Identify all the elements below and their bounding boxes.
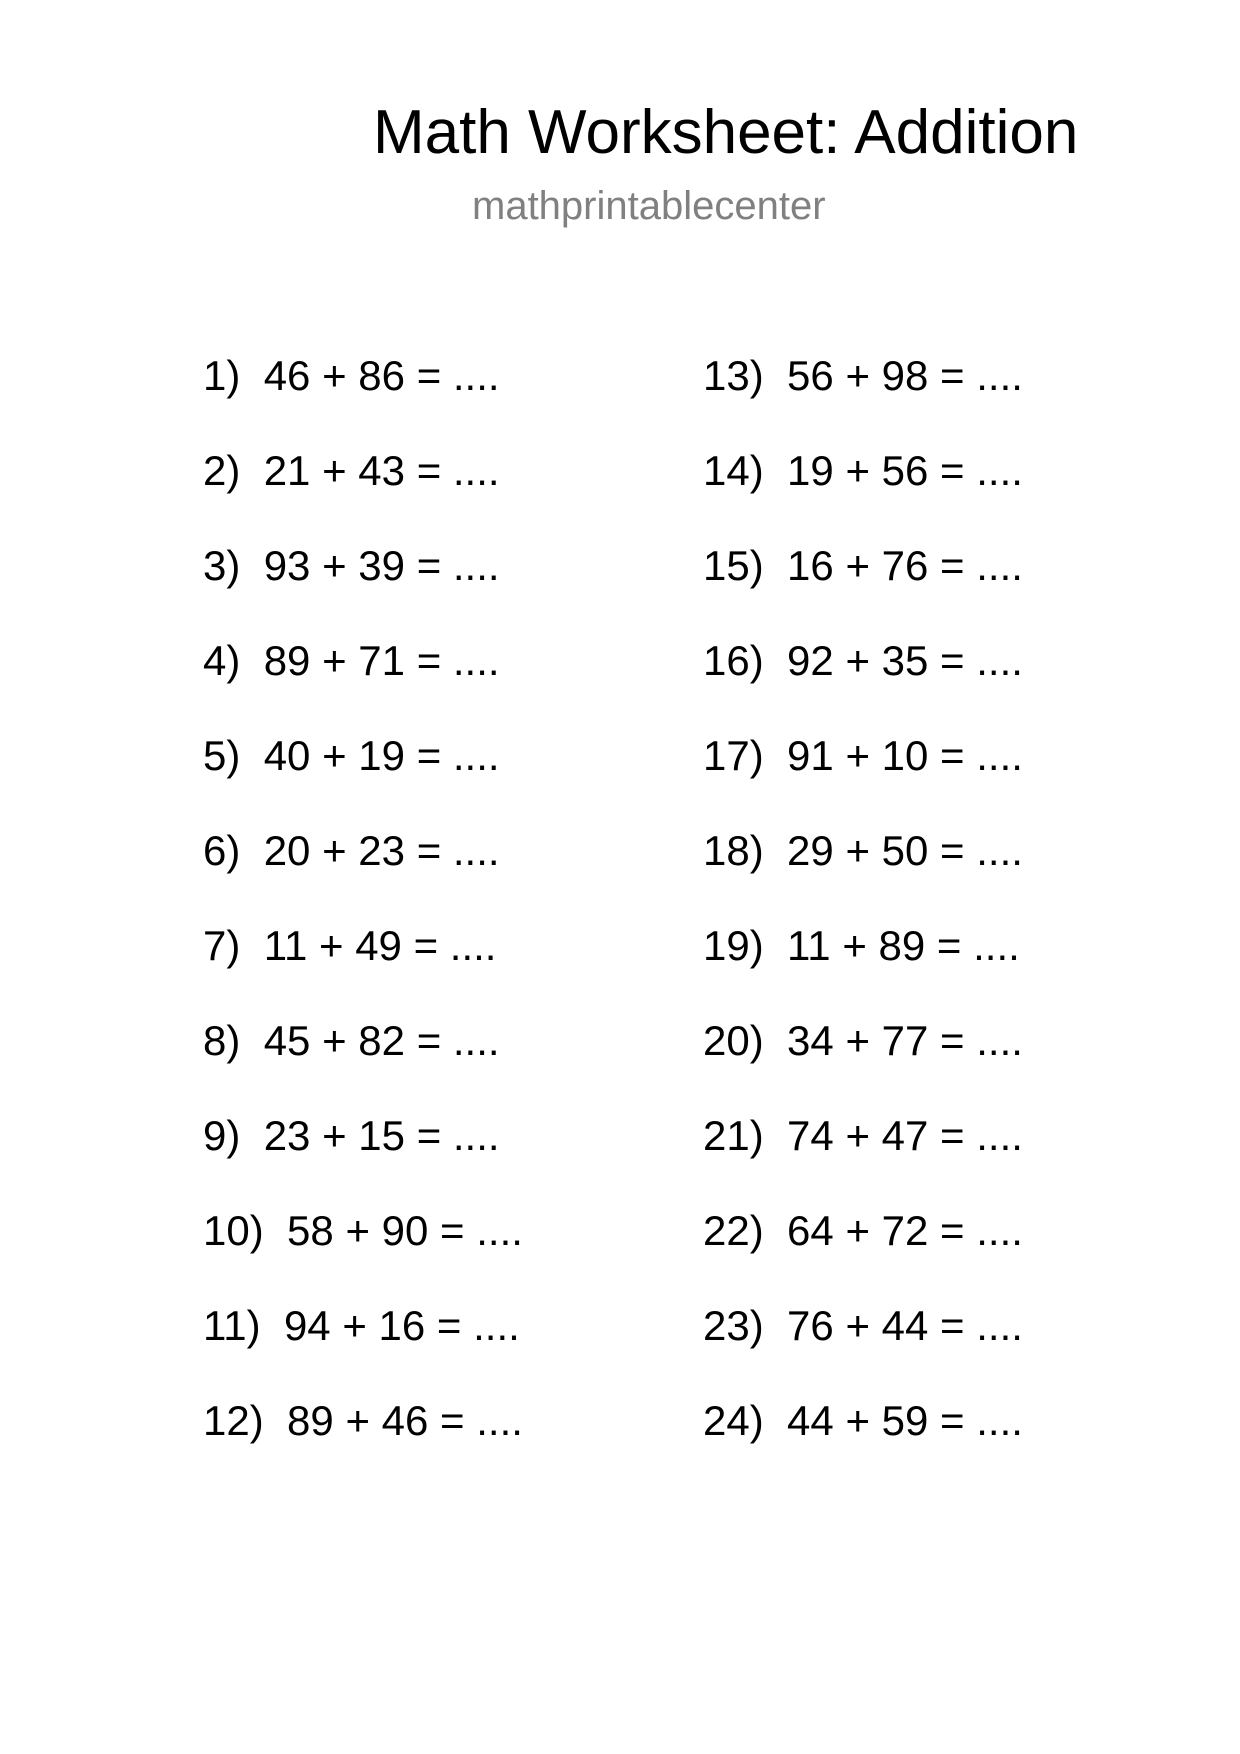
addend-a: 64: [787, 1207, 834, 1254]
worksheet-title: Math Worksheet: Addition: [373, 98, 1079, 167]
operator: +: [318, 922, 344, 969]
addend-a: 91: [787, 732, 834, 779]
answer-blank: ....: [476, 1207, 523, 1254]
equals-sign: =: [416, 637, 442, 684]
problem-item: [203, 613, 523, 708]
equals-sign: =: [940, 1302, 965, 1349]
addend-a: 46: [263, 352, 311, 399]
addend-b: 71: [358, 637, 406, 684]
addend-a: 19: [787, 447, 834, 494]
problem-item: [203, 708, 523, 803]
answer-blank: ....: [452, 352, 500, 399]
answer-blank: ....: [976, 1017, 1023, 1064]
addend-a: 92: [787, 637, 834, 684]
addend-b: 19: [358, 732, 406, 779]
equals-sign: =: [940, 1112, 965, 1159]
problem-item: [703, 328, 1023, 423]
problem-item: [703, 803, 1023, 898]
equals-sign: =: [416, 352, 442, 399]
addend-b: 39: [358, 542, 406, 589]
equals-sign: =: [440, 1397, 465, 1444]
equals-sign: =: [940, 637, 965, 684]
addend-b: 23: [358, 827, 406, 874]
problem-item: [703, 708, 1023, 803]
equals-sign: =: [416, 1112, 442, 1159]
equals-sign: =: [940, 1397, 965, 1444]
answer-blank: ....: [976, 1302, 1023, 1349]
operator: +: [845, 637, 870, 684]
problem-item: [703, 898, 1023, 993]
problem-item: [203, 518, 523, 613]
equals-sign: =: [940, 447, 965, 494]
problem-item: [203, 803, 523, 898]
problem-item: [203, 1183, 523, 1278]
equals-sign: =: [416, 827, 442, 874]
addend-a: 93: [263, 542, 311, 589]
addend-b: 86: [358, 352, 406, 399]
equals-sign: =: [940, 732, 965, 779]
operator: +: [842, 922, 867, 969]
operator: +: [322, 352, 347, 399]
problem-item: [203, 1088, 523, 1183]
addend-b: 15: [358, 1112, 406, 1159]
equals-sign: =: [436, 1302, 462, 1349]
addend-a: 11: [263, 922, 308, 969]
operator: +: [845, 1207, 870, 1254]
addend-b: 10: [881, 732, 929, 779]
problem-column-left: [203, 328, 523, 1468]
addend-a: 74: [787, 1112, 834, 1159]
problem-number: 12): [203, 1397, 264, 1444]
equals-sign: =: [416, 542, 442, 589]
problem-number: 2): [203, 447, 241, 494]
answer-blank: ....: [452, 447, 500, 494]
problem-item: [703, 1088, 1023, 1183]
operator: +: [322, 542, 347, 589]
problem-number: 13): [703, 352, 764, 399]
answer-blank: ....: [452, 542, 500, 589]
problem-item: [703, 613, 1023, 708]
addend-b: 49: [355, 922, 402, 969]
operator: +: [845, 1017, 870, 1064]
addend-b: 77: [881, 1017, 929, 1064]
addend-a: 16: [787, 542, 834, 589]
answer-blank: ....: [976, 1207, 1023, 1254]
problem-number: 5): [203, 732, 241, 779]
addend-b: 44: [881, 1302, 929, 1349]
problem-number: 20): [703, 1017, 764, 1064]
addend-a: 45: [263, 1017, 311, 1064]
answer-blank: ....: [976, 1112, 1023, 1159]
addend-b: 56: [881, 447, 929, 494]
equals-sign: =: [416, 732, 442, 779]
problem-item: [703, 1373, 1023, 1468]
addend-a: 34: [787, 1017, 834, 1064]
addend-b: 47: [881, 1112, 929, 1159]
problem-number: 3): [203, 542, 241, 589]
problem-item: [703, 518, 1023, 613]
addend-b: 89: [878, 922, 926, 969]
answer-blank: ....: [476, 1397, 523, 1444]
addend-b: 50: [881, 827, 929, 874]
problem-number: 19): [703, 922, 764, 969]
equals-sign: =: [440, 1207, 465, 1254]
answer-blank: ....: [973, 922, 1020, 969]
problem-item: [203, 423, 523, 518]
operator: +: [845, 1302, 870, 1349]
addend-b: 35: [881, 637, 929, 684]
operator: +: [342, 1302, 367, 1349]
addend-b: 98: [881, 352, 929, 399]
problem-item: [203, 328, 523, 423]
addend-a: 44: [787, 1397, 834, 1444]
equals-sign: =: [940, 352, 965, 399]
answer-blank: ....: [976, 447, 1023, 494]
problem-number: 15): [703, 542, 764, 589]
addend-a: 56: [787, 352, 834, 399]
operator: +: [845, 1397, 870, 1444]
addend-b: 43: [358, 447, 406, 494]
equals-sign: =: [416, 1017, 442, 1064]
operator: +: [322, 447, 347, 494]
operator: +: [322, 732, 347, 779]
answer-blank: ....: [976, 732, 1023, 779]
answer-blank: ....: [452, 1112, 500, 1159]
operator: +: [845, 732, 870, 779]
operator: +: [322, 1112, 347, 1159]
addend-a: 89: [263, 637, 311, 684]
addend-a: 11: [787, 922, 831, 969]
answer-blank: ....: [976, 352, 1023, 399]
equals-sign: =: [940, 1017, 965, 1064]
problem-column-right: [703, 328, 1023, 1468]
problem-item: [703, 1183, 1023, 1278]
problem-item: [703, 993, 1023, 1088]
problem-number: 24): [703, 1397, 764, 1444]
answer-blank: ....: [976, 637, 1023, 684]
addend-b: 72: [881, 1207, 929, 1254]
problem-number: 8): [203, 1017, 241, 1064]
answer-blank: ....: [976, 1397, 1023, 1444]
addend-b: 90: [381, 1207, 429, 1254]
problem-number: 11): [203, 1302, 261, 1349]
problem-number: 14): [703, 447, 764, 494]
addend-a: 29: [787, 827, 834, 874]
operator: +: [345, 1397, 370, 1444]
operator: +: [345, 1207, 370, 1254]
answer-blank: ....: [976, 827, 1023, 874]
addend-a: 94: [283, 1302, 331, 1349]
addend-b: 59: [881, 1397, 929, 1444]
operator: +: [845, 352, 870, 399]
operator: +: [845, 542, 870, 589]
equals-sign: =: [416, 447, 442, 494]
operator: +: [845, 447, 870, 494]
operator: +: [322, 1017, 347, 1064]
problem-number: 23): [703, 1302, 764, 1349]
problem-item: [203, 1278, 523, 1373]
operator: +: [322, 637, 347, 684]
answer-blank: ....: [452, 827, 500, 874]
problem-number: 6): [203, 827, 241, 874]
addend-b: 76: [881, 542, 929, 589]
problem-number: 16): [703, 637, 764, 684]
addend-b: 16: [378, 1302, 426, 1349]
problem-number: 9): [203, 1112, 241, 1159]
problem-number: 21): [703, 1112, 764, 1159]
addend-b: 82: [358, 1017, 406, 1064]
problem-number: 4): [203, 637, 241, 684]
answer-blank: ....: [976, 542, 1023, 589]
equals-sign: =: [940, 1207, 965, 1254]
addend-a: 76: [787, 1302, 834, 1349]
worksheet-subtitle: mathprintablecenter: [472, 184, 826, 228]
problem-item: [703, 1278, 1023, 1373]
answer-blank: ....: [473, 1302, 520, 1349]
equals-sign: =: [413, 922, 439, 969]
problem-number: 7): [203, 922, 241, 969]
problem-item: [203, 993, 523, 1088]
addend-a: 89: [287, 1397, 334, 1444]
equals-sign: =: [940, 827, 965, 874]
addend-a: 21: [263, 447, 311, 494]
equals-sign: =: [940, 542, 965, 589]
problem-item: [203, 1373, 523, 1468]
problem-number: 22): [703, 1207, 764, 1254]
addend-a: 20: [263, 827, 311, 874]
problem-number: 18): [703, 827, 764, 874]
answer-blank: ....: [452, 732, 500, 779]
problem-item: [203, 898, 523, 993]
operator: +: [322, 827, 347, 874]
operator: +: [845, 1112, 870, 1159]
answer-blank: ....: [452, 1017, 500, 1064]
addend-a: 23: [263, 1112, 311, 1159]
problem-number: 1): [203, 352, 241, 399]
addend-a: 40: [263, 732, 311, 779]
addend-b: 46: [381, 1397, 429, 1444]
operator: +: [845, 827, 870, 874]
problem-number: 10): [203, 1207, 264, 1254]
problem-item: [703, 423, 1023, 518]
answer-blank: ....: [452, 637, 500, 684]
answer-blank: ....: [449, 922, 497, 969]
equals-sign: =: [936, 922, 962, 969]
addend-a: 58: [287, 1207, 334, 1254]
problem-number: 17): [703, 732, 764, 779]
